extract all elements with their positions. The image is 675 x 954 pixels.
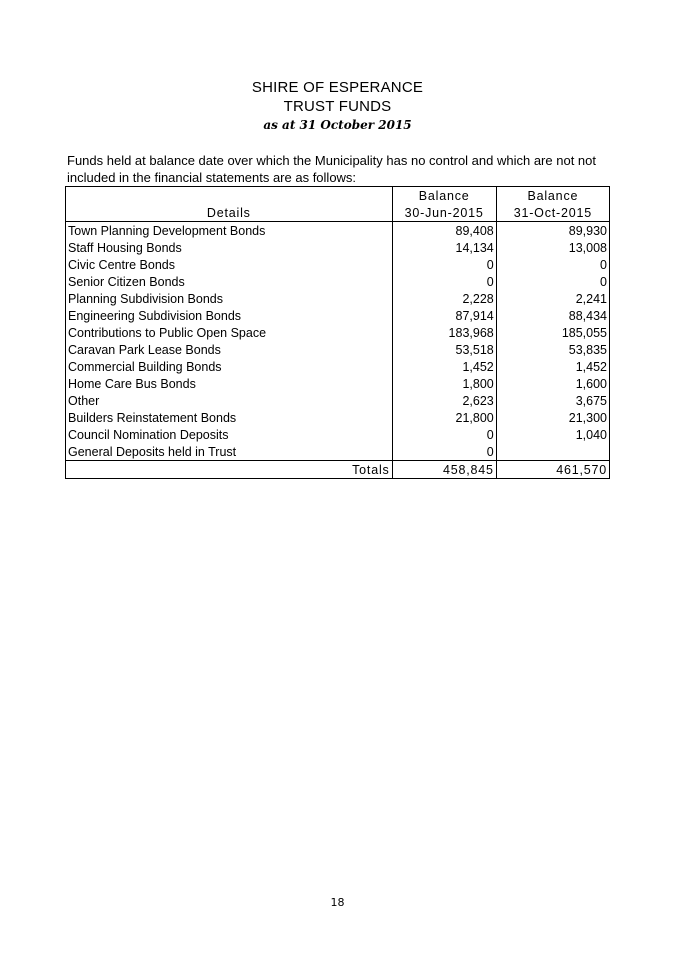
row-value-jun: 1,452 [392, 358, 496, 375]
row-value-jun: 14,134 [392, 239, 496, 256]
totals-oct: 461,570 [496, 461, 609, 479]
row-label: Contributions to Public Open Space [66, 324, 393, 341]
row-label: Home Care Bus Bonds [66, 375, 393, 392]
row-value-oct: 185,055 [496, 324, 609, 341]
row-label: Other [66, 392, 393, 409]
row-label: General Deposits held in Trust [66, 443, 393, 461]
report-title: TRUST FUNDS [283, 98, 392, 115]
row-value-jun: 0 [392, 426, 496, 443]
row-value-oct: 1,600 [496, 375, 609, 392]
row-value-jun: 0 [392, 273, 496, 290]
table-row [66, 341, 610, 358]
row-value-jun: 0 [392, 256, 496, 273]
row-value-oct: 88,434 [496, 307, 609, 324]
row-value-jun: 2,623 [392, 392, 496, 409]
row-value-oct: 0 [496, 273, 609, 290]
row-label: Planning Subdivision Bonds [66, 290, 393, 307]
table-row [66, 409, 610, 426]
table-row [66, 290, 610, 307]
row-label: Caravan Park Lease Bonds [66, 341, 393, 358]
table-row [66, 256, 610, 273]
table-row [66, 375, 610, 392]
row-label: Staff Housing Bonds [66, 239, 393, 256]
totals-label: Totals [66, 461, 393, 479]
header-row-2 [66, 204, 610, 222]
row-label: Commercial Building Bonds [66, 358, 393, 375]
organization-title: SHIRE OF ESPERANCE [251, 79, 424, 96]
row-value-oct [496, 443, 609, 461]
table-body [66, 222, 610, 461]
row-value-oct: 1,040 [496, 426, 609, 443]
totals-jun: 458,845 [392, 461, 496, 479]
row-value-oct: 21,300 [496, 409, 609, 426]
row-value-jun: 183,968 [392, 324, 496, 341]
table-row [66, 324, 610, 341]
row-label: Town Planning Development Bonds [66, 222, 393, 240]
table-row [66, 443, 610, 461]
row-value-oct: 0 [496, 256, 609, 273]
report-date: as at 31 October 2015 [263, 118, 412, 132]
table-row [66, 358, 610, 375]
table-row [66, 239, 610, 256]
table-row [66, 222, 610, 240]
table-row [66, 273, 610, 290]
header-details: Details [66, 204, 393, 222]
row-value-jun: 21,800 [392, 409, 496, 426]
row-value-jun: 53,518 [392, 341, 496, 358]
row-label: Council Nomination Deposits [66, 426, 393, 443]
row-label: Senior Citizen Bonds [66, 273, 393, 290]
header-row-1 [66, 187, 610, 205]
trust-funds-table [65, 186, 610, 479]
totals-row [66, 461, 610, 479]
row-value-jun: 87,914 [392, 307, 496, 324]
row-label: Civic Centre Bonds [66, 256, 393, 273]
row-value-oct: 1,452 [496, 358, 609, 375]
row-label: Engineering Subdivision Bonds [66, 307, 393, 324]
header-col-jun-line1: Balance [392, 187, 496, 205]
row-value-jun: 1,800 [392, 375, 496, 392]
row-value-oct: 3,675 [496, 392, 609, 409]
table-row [66, 392, 610, 409]
row-value-oct: 89,930 [496, 222, 609, 240]
header-col-oct-line2: 31-Oct-2015 [496, 204, 609, 222]
table-row [66, 307, 610, 324]
row-value-oct: 2,241 [496, 290, 609, 307]
row-value-oct: 13,008 [496, 239, 609, 256]
header-col-oct-line1: Balance [496, 187, 609, 205]
page-number: 18 [330, 896, 345, 909]
row-value-oct: 53,835 [496, 341, 609, 358]
table-row [66, 426, 610, 443]
row-label: Builders Reinstatement Bonds [66, 409, 393, 426]
row-value-jun: 0 [392, 443, 496, 461]
intro-paragraph: Funds held at balance date over which the Municipality has no control and which are not not included in the financial statements are as follows: [67, 153, 596, 185]
header-details-spacer [66, 187, 393, 205]
row-value-jun: 2,228 [392, 290, 496, 307]
document-header [0, 78, 675, 133]
header-col-jun-line2: 30-Jun-2015 [392, 204, 496, 222]
row-value-jun: 89,408 [392, 222, 496, 240]
